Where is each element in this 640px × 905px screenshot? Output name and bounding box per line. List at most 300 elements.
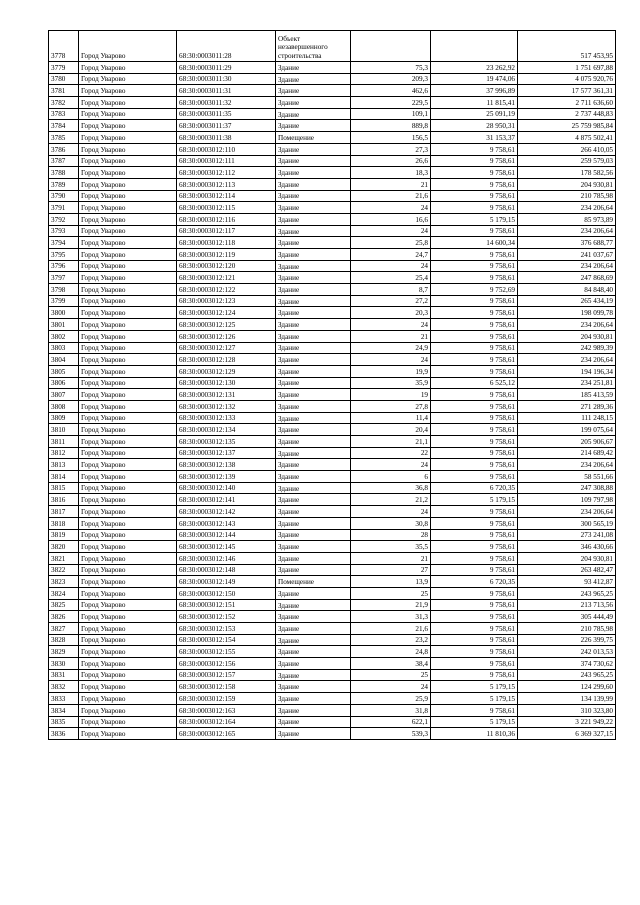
- area-cell: 209,3: [351, 73, 431, 85]
- cadastral-value-cell: 3 221 949,22: [518, 716, 616, 728]
- specific-value-cell: 9 758,61: [431, 704, 518, 716]
- table-row: [49, 354, 616, 366]
- cadastral-value-cell: 374 730,62: [518, 658, 616, 670]
- locality-cell: Город Уварово: [79, 85, 177, 97]
- table-row: [49, 541, 616, 553]
- cadastral-number-cell: 68:30:0003012:142: [177, 506, 276, 518]
- specific-value-cell: 9 758,61: [431, 447, 518, 459]
- cadastral-value-cell: 265 434,19: [518, 295, 616, 307]
- cadastral-value-cell: 204 930,81: [518, 178, 616, 190]
- specific-value-cell: 23 262,92: [431, 62, 518, 74]
- cadastral-value-cell: 194 196,34: [518, 365, 616, 377]
- locality-cell: Город Уварово: [79, 529, 177, 541]
- cadastral-number-cell: 68:30:0003012:133: [177, 412, 276, 424]
- cadastral-value-cell: 241 037,67: [518, 249, 616, 261]
- locality-cell: Город Уварово: [79, 62, 177, 74]
- object-type-cell: Здание: [276, 377, 351, 389]
- row-number-cell: 3806: [49, 377, 79, 389]
- specific-value-cell: 9 758,61: [431, 541, 518, 553]
- object-type-cell: Здание: [276, 447, 351, 459]
- locality-cell: Город Уварово: [79, 31, 177, 62]
- table-row: [49, 319, 616, 331]
- row-number-cell: 3814: [49, 471, 79, 483]
- object-type-cell: Здание: [276, 225, 351, 237]
- cadastral-value-cell: 4 875 502,41: [518, 132, 616, 144]
- locality-cell: Город Уварово: [79, 307, 177, 319]
- object-type-cell: Здание: [276, 471, 351, 483]
- cadastral-number-cell: 68:30:0003012:141: [177, 494, 276, 506]
- locality-cell: Город Уварово: [79, 599, 177, 611]
- specific-value-cell: 9 758,61: [431, 295, 518, 307]
- object-type-cell: Здание: [276, 728, 351, 740]
- cadastral-value-cell: 111 248,15: [518, 412, 616, 424]
- row-number-cell: 3824: [49, 587, 79, 599]
- cadastral-number-cell: 68:30:0003011:28: [177, 31, 276, 62]
- cadastral-value-cell: 234 206,64: [518, 354, 616, 366]
- locality-cell: Город Уварово: [79, 260, 177, 272]
- table-row: [49, 587, 616, 599]
- specific-value-cell: 9 758,61: [431, 587, 518, 599]
- object-type-cell: Здание: [276, 202, 351, 214]
- specific-value-cell: 5 179,15: [431, 681, 518, 693]
- cadastral-value-cell: 300 565,19: [518, 517, 616, 529]
- area-cell: 35,9: [351, 377, 431, 389]
- table-row: [49, 482, 616, 494]
- cadastral-number-cell: 68:30:0003012:146: [177, 552, 276, 564]
- locality-cell: Город Уварово: [79, 213, 177, 225]
- area-cell: 24,8: [351, 646, 431, 658]
- area-cell: 24,7: [351, 249, 431, 261]
- table-row: [49, 459, 616, 471]
- area-cell: 24: [351, 260, 431, 272]
- table-row: [49, 377, 616, 389]
- object-type-cell: Здание: [276, 552, 351, 564]
- cadastral-number-cell: 68:30:0003012:139: [177, 471, 276, 483]
- specific-value-cell: 9 758,61: [431, 249, 518, 261]
- table-row: [49, 260, 616, 272]
- specific-value-cell: 9 758,61: [431, 260, 518, 272]
- locality-cell: Город Уварово: [79, 693, 177, 705]
- area-cell: 622,1: [351, 716, 431, 728]
- table-row: [49, 529, 616, 541]
- cadastral-number-cell: 68:30:0003012:155: [177, 646, 276, 658]
- specific-value-cell: 9 758,61: [431, 517, 518, 529]
- specific-value-cell: 9 758,61: [431, 646, 518, 658]
- row-number-cell: 3816: [49, 494, 79, 506]
- table-row: [49, 120, 616, 132]
- cadastral-number-cell: 68:30:0003012:154: [177, 634, 276, 646]
- specific-value-cell: 31 153,37: [431, 132, 518, 144]
- table-row: [49, 284, 616, 296]
- cadastral-value-cell: 243 965,25: [518, 669, 616, 681]
- row-number-cell: 3801: [49, 319, 79, 331]
- cadastral-number-cell: 68:30:0003012:114: [177, 190, 276, 202]
- locality-cell: Город Уварово: [79, 681, 177, 693]
- specific-value-cell: 6 525,12: [431, 377, 518, 389]
- specific-value-cell: 9 758,61: [431, 658, 518, 670]
- cadastral-number-cell: 68:30:0003012:148: [177, 564, 276, 576]
- locality-cell: Город Уварово: [79, 377, 177, 389]
- locality-cell: Город Уварово: [79, 494, 177, 506]
- area-cell: [351, 31, 431, 62]
- row-number-cell: 3783: [49, 108, 79, 120]
- cadastral-number-cell: 68:30:0003012:145: [177, 541, 276, 553]
- locality-cell: Город Уварово: [79, 634, 177, 646]
- table-row: [49, 424, 616, 436]
- object-type-cell: Здание: [276, 529, 351, 541]
- object-type-cell: Здание: [276, 190, 351, 202]
- specific-value-cell: 9 758,61: [431, 634, 518, 646]
- cadastral-value-cell: 234 206,64: [518, 506, 616, 518]
- specific-value-cell: 37 996,89: [431, 85, 518, 97]
- specific-value-cell: 9 758,61: [431, 330, 518, 342]
- object-type-cell: Здание: [276, 97, 351, 109]
- row-number-cell: 3810: [49, 424, 79, 436]
- area-cell: 36,8: [351, 482, 431, 494]
- cadastral-number-cell: 68:30:0003012:120: [177, 260, 276, 272]
- area-cell: 24: [351, 225, 431, 237]
- table-row: [49, 564, 616, 576]
- specific-value-cell: 9 758,61: [431, 564, 518, 576]
- object-type-cell: Здание: [276, 295, 351, 307]
- cadastral-number-cell: 68:30:0003012:156: [177, 658, 276, 670]
- row-number-cell: 3831: [49, 669, 79, 681]
- cadastral-number-cell: 68:30:0003012:137: [177, 447, 276, 459]
- object-type-cell: Здание: [276, 108, 351, 120]
- cadastral-number-cell: 68:30:0003012:134: [177, 424, 276, 436]
- specific-value-cell: 25 091,19: [431, 108, 518, 120]
- locality-cell: Город Уварово: [79, 447, 177, 459]
- specific-value-cell: 14 600,34: [431, 237, 518, 249]
- locality-cell: Город Уварово: [79, 482, 177, 494]
- locality-cell: Город Уварово: [79, 237, 177, 249]
- object-type-cell: Здание: [276, 389, 351, 401]
- area-cell: 21,2: [351, 494, 431, 506]
- cadastral-number-cell: 68:30:0003012:129: [177, 365, 276, 377]
- table-row: [49, 167, 616, 179]
- area-cell: 31,8: [351, 704, 431, 716]
- locality-cell: Город Уварово: [79, 108, 177, 120]
- object-type-cell: Здание: [276, 85, 351, 97]
- row-number-cell: 3802: [49, 330, 79, 342]
- cadastral-number-cell: 68:30:0003012:164: [177, 716, 276, 728]
- cadastral-value-cell: 134 139,99: [518, 693, 616, 705]
- object-type-cell: Здание: [276, 342, 351, 354]
- row-number-cell: 3789: [49, 178, 79, 190]
- table-row: [49, 249, 616, 261]
- cadastral-value-cell: 247 308,88: [518, 482, 616, 494]
- cadastral-number-cell: 68:30:0003012:113: [177, 178, 276, 190]
- locality-cell: Город Уварово: [79, 704, 177, 716]
- cadastral-number-cell: 68:30:0003011:30: [177, 73, 276, 85]
- cadastral-number-cell: 68:30:0003012:122: [177, 284, 276, 296]
- locality-cell: Город Уварово: [79, 658, 177, 670]
- area-cell: 21: [351, 330, 431, 342]
- cadastral-number-cell: 68:30:0003011:35: [177, 108, 276, 120]
- area-cell: 462,6: [351, 85, 431, 97]
- row-number-cell: 3828: [49, 634, 79, 646]
- cadastral-number-cell: 68:30:0003012:149: [177, 576, 276, 588]
- row-number-cell: 3820: [49, 541, 79, 553]
- row-number-cell: 3823: [49, 576, 79, 588]
- cadastral-value-cell: 234 206,64: [518, 202, 616, 214]
- area-cell: 21: [351, 178, 431, 190]
- area-cell: 24: [351, 681, 431, 693]
- cadastral-value-cell: 266 410,05: [518, 143, 616, 155]
- area-cell: 25,9: [351, 693, 431, 705]
- table-row: [49, 599, 616, 611]
- cadastral-number-cell: 68:30:0003011:32: [177, 97, 276, 109]
- area-cell: 30,8: [351, 517, 431, 529]
- area-cell: 20,3: [351, 307, 431, 319]
- locality-cell: Город Уварово: [79, 587, 177, 599]
- locality-cell: Город Уварово: [79, 365, 177, 377]
- specific-value-cell: 6 720,35: [431, 576, 518, 588]
- area-cell: 889,8: [351, 120, 431, 132]
- row-number-cell: 3830: [49, 658, 79, 670]
- specific-value-cell: 9 758,61: [431, 342, 518, 354]
- row-number-cell: 3785: [49, 132, 79, 144]
- locality-cell: Город Уварово: [79, 564, 177, 576]
- cadastral-value-cell: 2 737 448,83: [518, 108, 616, 120]
- cadastral-value-cell: 58 551,66: [518, 471, 616, 483]
- row-number-cell: 3815: [49, 482, 79, 494]
- row-number-cell: 3799: [49, 295, 79, 307]
- area-cell: 31,3: [351, 611, 431, 623]
- object-type-cell: Здание: [276, 693, 351, 705]
- cadastral-number-cell: 68:30:0003012:126: [177, 330, 276, 342]
- cadastral-number-cell: 68:30:0003012:165: [177, 728, 276, 740]
- object-type-cell: Здание: [276, 412, 351, 424]
- table-row: [49, 272, 616, 284]
- row-number-cell: 3822: [49, 564, 79, 576]
- row-number-cell: 3782: [49, 97, 79, 109]
- cadastral-value-cell: 210 785,98: [518, 623, 616, 635]
- locality-cell: Город Уварово: [79, 249, 177, 261]
- cadastral-value-cell: 199 075,64: [518, 424, 616, 436]
- object-type-cell: Здание: [276, 120, 351, 132]
- table-row: [49, 237, 616, 249]
- cadastral-value-cell: 247 868,69: [518, 272, 616, 284]
- specific-value-cell: 9 758,61: [431, 599, 518, 611]
- cadastral-value-cell: 305 444,49: [518, 611, 616, 623]
- specific-value-cell: 9 758,61: [431, 155, 518, 167]
- object-type-cell: Здание: [276, 167, 351, 179]
- cadastral-value-cell: 93 412,87: [518, 576, 616, 588]
- object-type-cell: Здание: [276, 365, 351, 377]
- cadastral-value-cell: 185 413,59: [518, 389, 616, 401]
- object-type-cell: Здание: [276, 564, 351, 576]
- cadastral-value-cell: 85 973,89: [518, 213, 616, 225]
- locality-cell: Город Уварово: [79, 459, 177, 471]
- table-row: [49, 658, 616, 670]
- locality-cell: Город Уварово: [79, 202, 177, 214]
- cadastral-value-cell: 6 369 327,15: [518, 728, 616, 740]
- cadastral-value-cell: 271 289,36: [518, 400, 616, 412]
- specific-value-cell: 9 758,61: [431, 202, 518, 214]
- cadastral-value-cell: 226 399,75: [518, 634, 616, 646]
- table-row: [49, 471, 616, 483]
- locality-cell: Город Уварово: [79, 97, 177, 109]
- area-cell: 16,6: [351, 213, 431, 225]
- table-row: [49, 178, 616, 190]
- area-cell: 21,6: [351, 190, 431, 202]
- area-cell: 8,7: [351, 284, 431, 296]
- object-type-cell: Объект незавершенного строительства: [276, 31, 351, 62]
- area-cell: 13,9: [351, 576, 431, 588]
- locality-cell: Город Уварово: [79, 400, 177, 412]
- area-cell: 18,3: [351, 167, 431, 179]
- object-type-cell: Здание: [276, 634, 351, 646]
- object-type-cell: Помещение: [276, 576, 351, 588]
- cadastral-number-cell: 68:30:0003011:37: [177, 120, 276, 132]
- table-row: [49, 506, 616, 518]
- table-row: [49, 190, 616, 202]
- specific-value-cell: 9 758,61: [431, 272, 518, 284]
- cadastral-value-cell: 25 759 985,84: [518, 120, 616, 132]
- object-type-cell: Здание: [276, 669, 351, 681]
- table-row: [49, 436, 616, 448]
- area-cell: 25: [351, 587, 431, 599]
- row-number-cell: 3800: [49, 307, 79, 319]
- row-number-cell: 3778: [49, 31, 79, 62]
- row-number-cell: 3780: [49, 73, 79, 85]
- object-type-cell: Здание: [276, 354, 351, 366]
- cadastral-number-cell: 68:30:0003012:130: [177, 377, 276, 389]
- cadastral-number-cell: 68:30:0003012:131: [177, 389, 276, 401]
- locality-cell: Город Уварово: [79, 272, 177, 284]
- cadastral-value-cell: 517 453,95: [518, 31, 616, 62]
- cadastral-number-cell: 68:30:0003012:143: [177, 517, 276, 529]
- cadastral-number-cell: 68:30:0003012:125: [177, 319, 276, 331]
- locality-cell: Город Уварово: [79, 155, 177, 167]
- cadastral-number-cell: 68:30:0003012:153: [177, 623, 276, 635]
- table-row: [49, 412, 616, 424]
- object-type-cell: Здание: [276, 260, 351, 272]
- cadastral-number-cell: 68:30:0003012:159: [177, 693, 276, 705]
- cadastral-number-cell: 68:30:0003012:121: [177, 272, 276, 284]
- locality-cell: Город Уварово: [79, 73, 177, 85]
- row-number-cell: 3793: [49, 225, 79, 237]
- cadastral-value-cell: 243 965,25: [518, 587, 616, 599]
- row-number-cell: 3809: [49, 412, 79, 424]
- cadastral-value-cell: 273 241,08: [518, 529, 616, 541]
- cadastral-value-cell: 205 906,67: [518, 436, 616, 448]
- object-type-cell: Здание: [276, 681, 351, 693]
- locality-cell: Город Уварово: [79, 132, 177, 144]
- cadastral-value-cell: 234 206,64: [518, 225, 616, 237]
- object-type-cell: Здание: [276, 143, 351, 155]
- table-row: [49, 576, 616, 588]
- cadastral-number-cell: 68:30:0003011:29: [177, 62, 276, 74]
- area-cell: 229,5: [351, 97, 431, 109]
- area-cell: 109,1: [351, 108, 431, 120]
- cadastral-value-cell: 310 323,80: [518, 704, 616, 716]
- row-number-cell: 3792: [49, 213, 79, 225]
- locality-cell: Город Уварово: [79, 716, 177, 728]
- area-cell: 6: [351, 471, 431, 483]
- table-row: [49, 400, 616, 412]
- specific-value-cell: 9 758,61: [431, 669, 518, 681]
- area-cell: 25: [351, 669, 431, 681]
- specific-value-cell: 9 758,61: [431, 412, 518, 424]
- cadastral-number-cell: 68:30:0003012:144: [177, 529, 276, 541]
- table-row: [49, 704, 616, 716]
- cadastral-value-cell: 234 206,64: [518, 260, 616, 272]
- cadastral-value-cell: 178 582,56: [518, 167, 616, 179]
- locality-cell: Город Уварово: [79, 190, 177, 202]
- area-cell: 20,4: [351, 424, 431, 436]
- object-type-cell: Здание: [276, 155, 351, 167]
- area-cell: 27,8: [351, 400, 431, 412]
- object-type-cell: Здание: [276, 587, 351, 599]
- row-number-cell: 3787: [49, 155, 79, 167]
- object-type-cell: Здание: [276, 424, 351, 436]
- object-type-cell: Помещение: [276, 132, 351, 144]
- cadastral-number-cell: 68:30:0003012:140: [177, 482, 276, 494]
- object-type-cell: Здание: [276, 307, 351, 319]
- table-row: [49, 669, 616, 681]
- specific-value-cell: 9 758,61: [431, 307, 518, 319]
- row-number-cell: 3813: [49, 459, 79, 471]
- table-row: [49, 155, 616, 167]
- area-cell: 27,3: [351, 143, 431, 155]
- specific-value-cell: 9 758,61: [431, 506, 518, 518]
- specific-value-cell: 9 758,61: [431, 459, 518, 471]
- locality-cell: Город Уварово: [79, 669, 177, 681]
- row-number-cell: 3833: [49, 693, 79, 705]
- cadastral-value-cell: 234 206,64: [518, 319, 616, 331]
- cadastral-number-cell: 68:30:0003012:135: [177, 436, 276, 448]
- object-type-cell: Здание: [276, 494, 351, 506]
- specific-value-cell: 9 758,61: [431, 143, 518, 155]
- table-row: [49, 517, 616, 529]
- cadastral-number-cell: 68:30:0003012:112: [177, 167, 276, 179]
- locality-cell: Город Уварово: [79, 541, 177, 553]
- row-number-cell: 3827: [49, 623, 79, 635]
- locality-cell: Город Уварово: [79, 646, 177, 658]
- table-row: [49, 611, 616, 623]
- row-number-cell: 3797: [49, 272, 79, 284]
- area-cell: 26,6: [351, 155, 431, 167]
- locality-cell: Город Уварово: [79, 728, 177, 740]
- row-number-cell: 3795: [49, 249, 79, 261]
- table-row: [49, 62, 616, 74]
- cadastral-value-cell: 204 930,81: [518, 330, 616, 342]
- area-cell: 27: [351, 564, 431, 576]
- object-type-cell: Здание: [276, 73, 351, 85]
- area-cell: 19,9: [351, 365, 431, 377]
- object-type-cell: Здание: [276, 178, 351, 190]
- table-row: [49, 389, 616, 401]
- area-cell: 28: [351, 529, 431, 541]
- specific-value-cell: 9 758,61: [431, 167, 518, 179]
- locality-cell: Город Уварово: [79, 143, 177, 155]
- table-row: [49, 693, 616, 705]
- cadastral-value-cell: 242 013,53: [518, 646, 616, 658]
- row-number-cell: 3825: [49, 599, 79, 611]
- locality-cell: Город Уварово: [79, 517, 177, 529]
- specific-value-cell: 5 179,15: [431, 693, 518, 705]
- cadastral-value-cell: 263 482,47: [518, 564, 616, 576]
- object-type-cell: Здание: [276, 272, 351, 284]
- row-number-cell: 3819: [49, 529, 79, 541]
- object-type-cell: Здание: [276, 213, 351, 225]
- specific-value-cell: 9 758,61: [431, 190, 518, 202]
- locality-cell: Город Уварово: [79, 284, 177, 296]
- locality-cell: Город Уварово: [79, 576, 177, 588]
- specific-value-cell: 11 815,41: [431, 97, 518, 109]
